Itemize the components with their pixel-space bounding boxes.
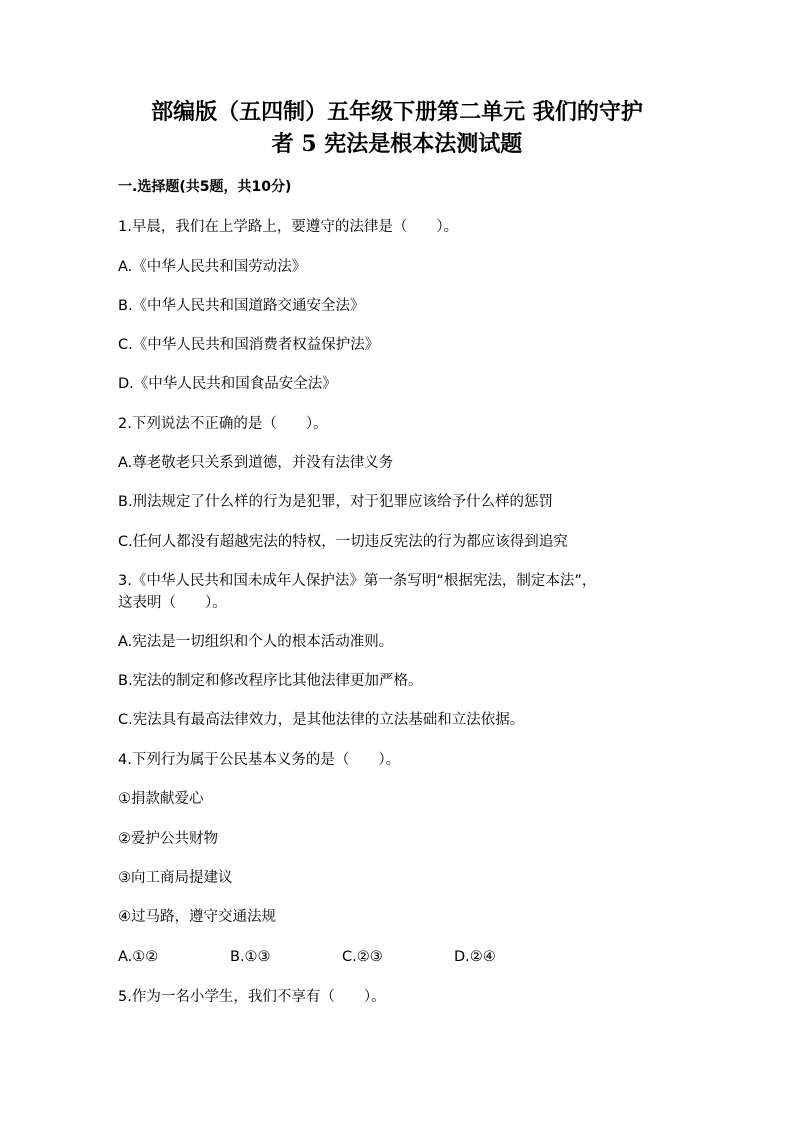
question-1-option-b: B.《中华人民共和国道路交通安全法》 — [118, 298, 365, 314]
question-4-item-2: ②爱护公共财物 — [118, 831, 218, 847]
question-4-item-1: ①捐款献爱心 — [118, 791, 204, 807]
question-5-stem: 5.作为一名小学生，我们不享有（ ）。 — [118, 989, 386, 1005]
question-1-option-c: C.《中华人民共和国消费者权益保护法》 — [118, 337, 380, 353]
question-4-stem: 4.下列行为属于公民基本义务的是（ ）。 — [118, 752, 401, 768]
question-4-option-a: A.①② — [118, 949, 159, 965]
question-3-option-b: B.宪法的制定和修改程序比其他法律更加严格。 — [118, 673, 423, 689]
question-3-stem-line1: 3.《中华人民共和国未成年人保护法》第一条写明“根据宪法，制定本法”， — [118, 573, 597, 589]
question-4-option-b: B.①③ — [230, 949, 271, 965]
page-title-line2: 者 5 宪法是根本法测试题 — [271, 131, 523, 157]
question-4-option-d: D.②④ — [454, 949, 496, 965]
question-3-option-a: A.宪法是一切组织和个人的根本活动准则。 — [118, 634, 394, 650]
question-2-option-a: A.尊老敬老只关系到道德，并没有法律义务 — [118, 455, 394, 471]
question-4-item-4: ④过马路，遵守交通法规 — [118, 909, 276, 925]
question-2-option-b: B.刑法规定了什么样的行为是犯罪，对于犯罪应该给予什么样的惩罚 — [118, 494, 554, 510]
question-3-stem-line2: 这表明（ ）。 — [118, 595, 227, 611]
question-2-stem: 2.下列说法不正确的是（ ）。 — [118, 416, 328, 432]
question-1-option-d: D.《中华人民共和国食品安全法》 — [118, 376, 337, 392]
question-1-stem: 1.早晨，我们在上学路上，要遵守的法律是（ ）。 — [118, 219, 459, 235]
question-1-option-a: A.《中华人民共和国劳动法》 — [118, 259, 307, 275]
page-title-line1: 部编版（五四制）五年级下册第二单元 我们的守护 — [151, 99, 643, 125]
question-4-option-c: C.②③ — [342, 949, 383, 965]
question-4-options-row — [118, 946, 618, 968]
question-4-item-3: ③向工商局提建议 — [118, 870, 233, 886]
question-3-option-c: C.宪法具有最高法律效力，是其他法律的立法基础和立法依据。 — [118, 712, 525, 728]
section-heading: 一.选择题(共5题，共10分) — [118, 179, 292, 195]
question-2-option-c: C.任何人都没有超越宪法的特权，一切违反宪法的行为都应该得到追究 — [118, 534, 568, 550]
